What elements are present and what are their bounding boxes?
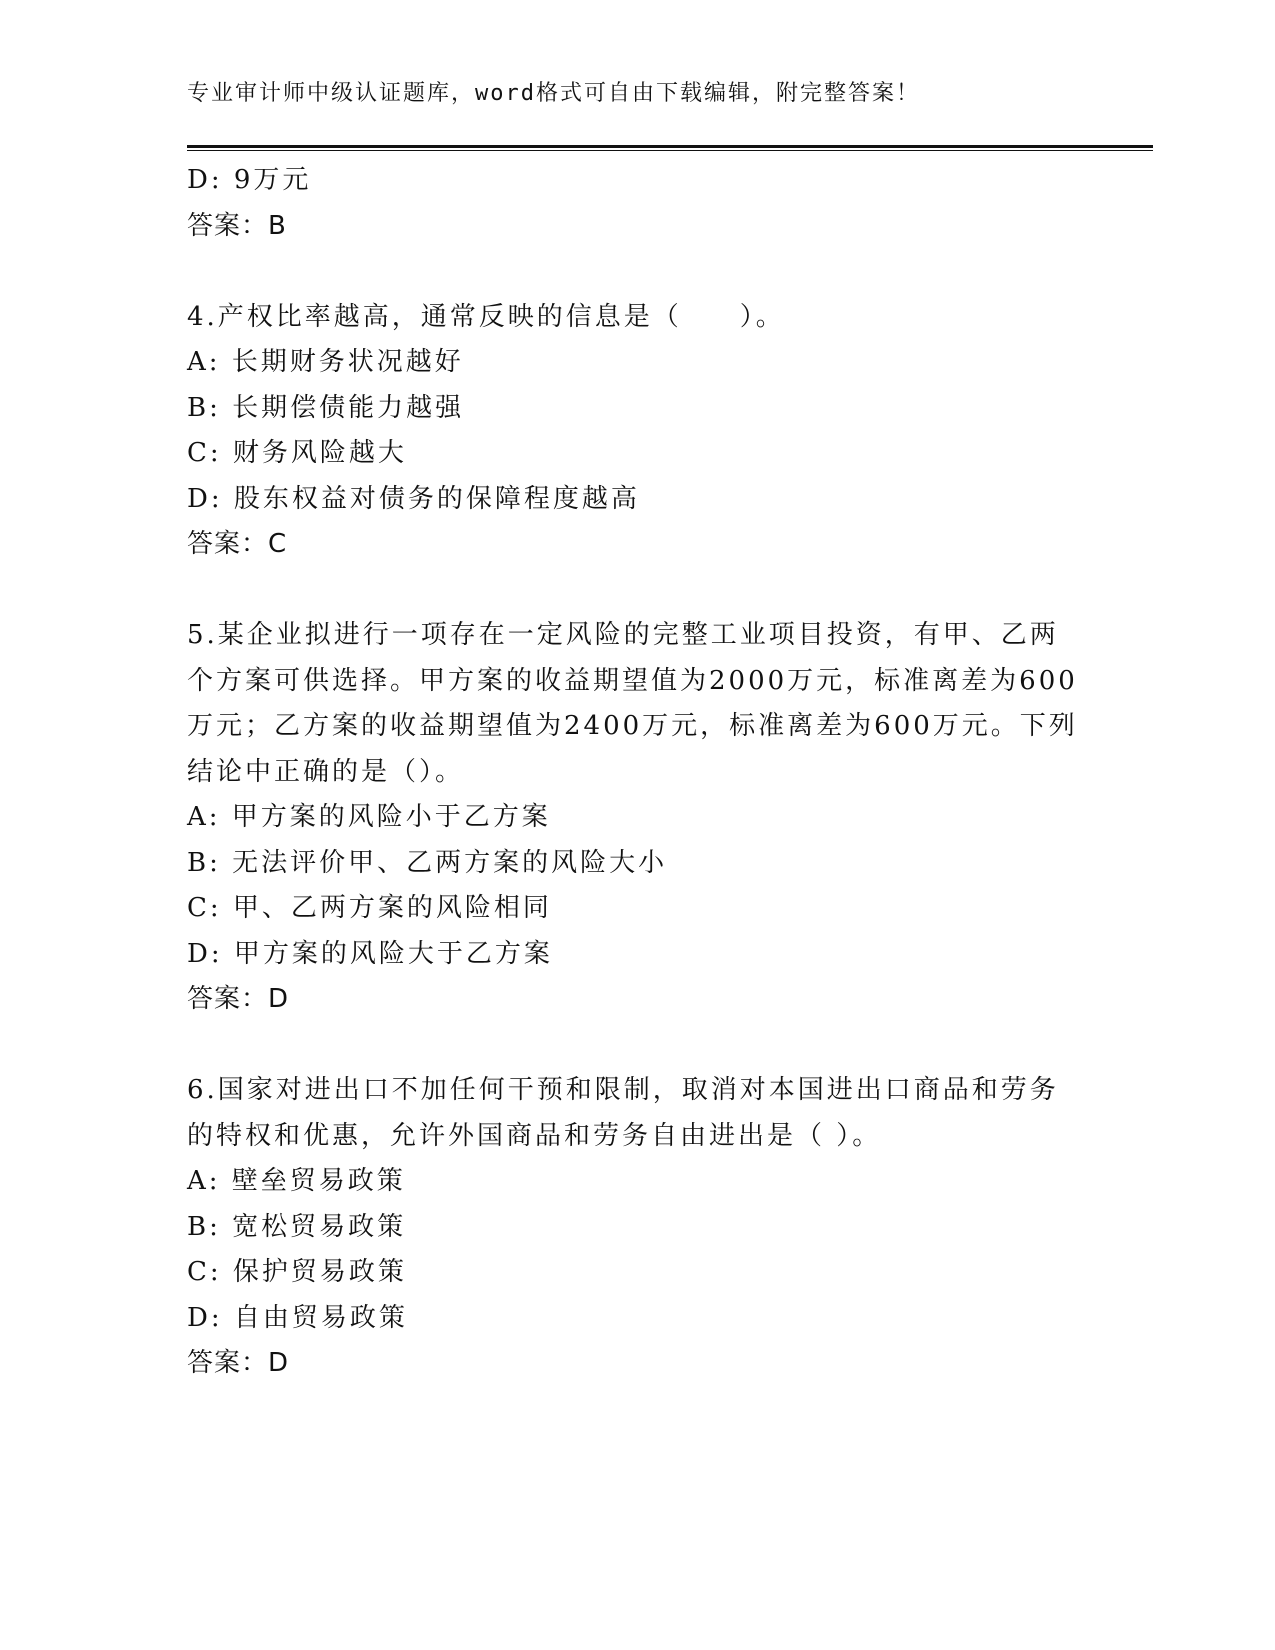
option-d: D: 甲方案的风险大于乙方案 bbox=[187, 938, 553, 969]
question-stem: 6.国家对进出口不加任何干预和限制，取消对本国进出口商品和劳务 bbox=[187, 1075, 1059, 1105]
option-b: B: 长期偿债能力越强 bbox=[187, 392, 465, 423]
answer-line: 答案：C bbox=[187, 529, 288, 559]
spacer bbox=[187, 1023, 1087, 1069]
option-a: A: 壁垒贸易政策 bbox=[187, 1166, 406, 1196]
answer-line: 答案：D bbox=[187, 984, 290, 1014]
option-d: D: 9万元 bbox=[187, 165, 312, 195]
page-header: 专业审计师中级认证题库，word格式可自由下载编辑，附完整答案！ bbox=[187, 81, 920, 106]
option-c: C: 甲、乙两方案的风险相同 bbox=[187, 893, 552, 923]
question-stem: 万元；乙方案的收益期望值为2400万元，标准离差为600万元。下列 bbox=[187, 711, 1078, 741]
option-d: D: 股东权益对债务的保障程度越高 bbox=[187, 483, 640, 514]
question-content bbox=[187, 158, 1087, 1387]
question-stem: 5.某企业拟进行一项存在一定风险的完整工业项目投资，有甲、乙两 bbox=[187, 620, 1059, 650]
question-stem: 结论中正确的是（）。 bbox=[187, 756, 465, 787]
spacer bbox=[187, 249, 1087, 295]
question-stem: 的特权和优惠，允许外国商品和劳务自由进出是（ ）。 bbox=[187, 1120, 882, 1151]
option-a: A: 甲方案的风险小于乙方案 bbox=[187, 802, 551, 832]
answer-line: 答案：B bbox=[187, 210, 287, 241]
option-b: B: 宽松贸易政策 bbox=[187, 1211, 407, 1242]
option-c: C: 保护贸易政策 bbox=[187, 1257, 407, 1287]
question-stem: 4.产权比率越高，通常反映的信息是（ ）。 bbox=[187, 301, 785, 332]
option-d: D: 自由贸易政策 bbox=[187, 1302, 408, 1333]
answer-line: 答案：D bbox=[187, 1348, 290, 1378]
option-a: A: 长期财务状况越好 bbox=[187, 347, 464, 377]
spacer bbox=[187, 568, 1087, 614]
option-b: B: 无法评价甲、乙两方案的风险大小 bbox=[187, 847, 668, 878]
header-rule-thick bbox=[187, 145, 1153, 148]
header-rule-thin bbox=[187, 150, 1153, 151]
option-c: C: 财务风险越大 bbox=[187, 438, 407, 468]
question-stem: 个方案可供选择。甲方案的收益期望值为2000万元，标准离差为600 bbox=[187, 665, 1078, 696]
